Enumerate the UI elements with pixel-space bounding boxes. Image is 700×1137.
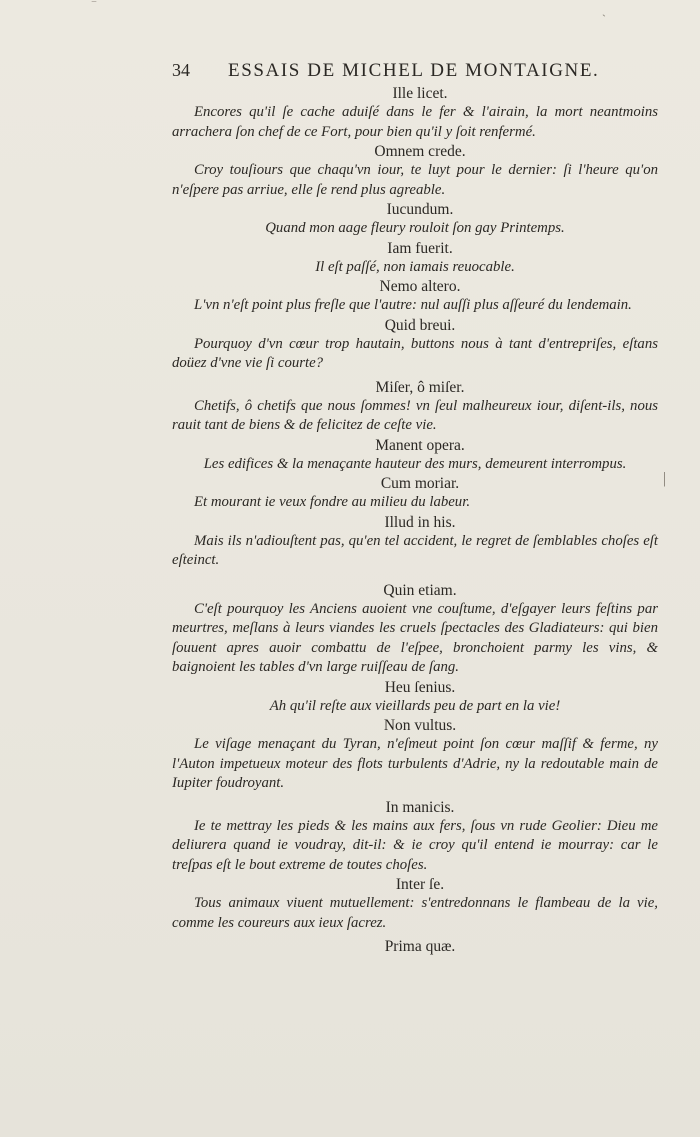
print-speck: | — [663, 470, 667, 487]
translation-paragraph: Croy touſiours que chaqu'vn iour, te luyt pour le dernier: ſi l'heure qu'on n'eſpere pas arriue, elle ſe rend plus agreable. — [172, 162, 658, 198]
lemma-heading: Prima quæ. — [384, 938, 456, 955]
lemma-heading: Manent opera. — [375, 436, 465, 454]
lemma-heading: Illud in his. — [384, 513, 456, 531]
translation-paragraph: Tous animaux viuent mutuellement: s'entredonnans le flambeau de la vie, comme les coureurs aux ieux ſacrez. — [172, 895, 658, 931]
lemma-heading: Quid breui. — [384, 316, 456, 334]
lemma-heading: In manicis. — [385, 798, 455, 816]
translation-paragraph: L'vn n'eſt point plus freſle que l'autre: nul auſſi plus aſſeuré du lendemain. — [194, 297, 632, 313]
lemma-heading: Heu ſenius. — [384, 678, 456, 696]
page-header — [172, 60, 640, 84]
translation-paragraph: Chetifs, ô chetifs que nous ſommes! vn ſeul malheureux iour, diſent-ils, nous rauit tant de biens & de felicitez de ceſte vie. — [172, 397, 658, 433]
lemma-heading: Inter ſe. — [395, 876, 445, 893]
translation-paragraph: Mais ils n'adiouſtent pas, qu'en tel accident, le regret de ſemblables choſes eſt eſteinct. — [172, 532, 658, 568]
lemma-heading: Iam fuerit. — [387, 239, 453, 257]
running-title: ESSAIS DE MICHEL DE MONTAIGNE. — [228, 60, 600, 81]
text-body — [172, 84, 658, 956]
translation-paragraph: Pourquoy d'vn cœur trop hautain, buttons nous à tant d'entrepriſes, eſtans doüez d'vne vie ſi courte? — [172, 335, 658, 371]
lemma-heading: Ille licet. — [392, 85, 448, 102]
lemma-heading: Miſer, ô miſer. — [375, 378, 465, 396]
lemma-heading: Omnem crede. — [374, 143, 466, 160]
lemma-heading: Cum moriar. — [380, 475, 460, 492]
translation-paragraph: Ie te mettray les pieds & les mains aux fers, ſous vn rude Geolier: Dieu me deliurera quand ie voudray, dit-il: & ie croy qu'il entend ie mourray: car le treſpas eſt le bout extreme de toutes choſes. — [172, 817, 658, 873]
translation-paragraph: Quand mon aage fleury rouloit ſon gay Printemps. — [265, 220, 565, 236]
translation-paragraph: Le viſage menaçant du Tyran, n'eſmeut point ſon cœur maſſif & ferme, ny l'Auton impetueux moteur des flots turbulents d'Adrie, ny la redoutable main de Iupiter foudroyant. — [172, 736, 658, 791]
translation-paragraph: Les edifices & la menaçante hauteur des murs, demeurent interrompus. — [203, 455, 627, 472]
print-speck: ` — [602, 12, 606, 26]
lemma-heading: Nemo altero. — [379, 278, 461, 295]
translation-paragraph: Et mourant ie veux fondre au milieu du labeur. — [194, 494, 471, 510]
translation-paragraph: C'eſt pourquoy les Anciens auoient vne couſtume, d'eſgayer leurs feſtins par meurtres, meſlans à leurs viandes les cruels ſpectacles des Gladiateurs: qui bien ſouuent apres auoir combattu de l'eſpee, bronchoient parmy les vins, & baignoient les tables d'vn large ruiſſeau de ſang. — [172, 600, 658, 675]
print-speck: ‾ — [92, 0, 96, 14]
translation-paragraph: Encores qu'il ſe cache aduiſé dans le fer & l'airain, la mort neantmoins arrachera ſon chef de ce Fort, pour bien qu'il y ſoit renfermé. — [172, 104, 658, 140]
lemma-heading: Non vultus. — [383, 717, 457, 734]
translation-paragraph: Il eſt paſſé, non iamais reuocable. — [315, 258, 515, 275]
page-number: 34 — [172, 60, 190, 80]
lemma-heading: Quin etiam. — [383, 581, 457, 599]
translation-paragraph: Ah qu'il reſte aux vieillards peu de part en la vie! — [269, 697, 561, 714]
lemma-heading: Iucundum. — [386, 201, 454, 218]
